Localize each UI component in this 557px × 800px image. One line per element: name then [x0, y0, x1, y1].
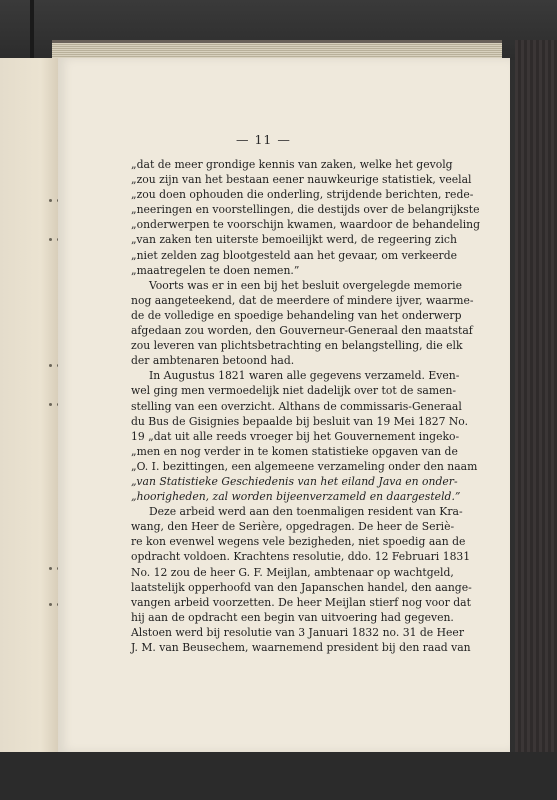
text-line: „zou doen ophouden die onderling, strijdende berichten, rede- — [131, 188, 474, 202]
text-line: wel ging men vermoedelijk niet dadelijk over tot de samen- — [131, 384, 457, 398]
text-line: „van zaken ten uiterste bemoeilijkt werd, de regeering zich — [131, 233, 457, 247]
page-number: — 11 — — [236, 132, 291, 147]
text-line: laatstelijk opperhoofd van den Japanschen handel, den aange- — [131, 580, 472, 594]
text-line: Alstoen werd bij resolutie van 3 Januari 1832 no. 31 de Heer — [131, 625, 464, 639]
text-line: nog aangeteekend, dat de meerdere of mindere ijver, waarme- — [131, 293, 474, 307]
text-line: „maatregelen te doen nemen.” — [131, 263, 300, 277]
text-line: „hoorigheden, zal worden bijeenverzameld en daargesteld.” — [131, 490, 461, 504]
text-line: „van Statistieke Geschiedenis van het eiland Java en onder- — [131, 474, 458, 488]
text-line: „niet zelden zag blootgesteld aan het gevaar, om verkeerde — [131, 248, 458, 262]
text-line: opdracht voldoen. Krachtens resolutie, ddo. 12 Februari 1831 — [131, 550, 471, 564]
text-line: vangen arbeid voorzetten. De heer Meijlan stierf nog voor dat — [131, 595, 471, 609]
text-line: „onderwerpen te voorschijn kwamen, waardoor de behandeling — [131, 218, 481, 232]
text-line: re kon evenwel wegens vele bezigheden, niet spoedig aan de — [131, 535, 466, 549]
text-line: J. M. van Beusechem, waarnemend president bij den raad van — [131, 641, 471, 654]
text-line: afgedaan zou worden, den Gouverneur-Generaal den maatstaf — [131, 324, 473, 338]
text-line: „men en nog verder in te komen statistieke opgaven van de — [131, 444, 458, 458]
text-line: zou leveren van plichtsbetrachting en belangstelling, die elk — [131, 339, 463, 353]
text-line: 19 „dat uit alle reeds vroeger bij het Gouvernement ingeko- — [131, 429, 460, 443]
text-line: No. 12 zou de heer G. F. Meijlan, ambtenaar op wachtgeld, — [131, 565, 454, 579]
text-line: hij aan de opdracht een begin van uitvoering had gegeven. — [131, 610, 454, 624]
text-line: du Bus de Gisignies bepaalde bij besluit van 19 Mei 1827 No. — [131, 414, 469, 428]
text-line: „dat de meer grondige kennis van zaken, welke het gevolg — [131, 158, 453, 171]
text-line: Voorts was er in een bij het besluit overgelegde memorie — [149, 278, 462, 292]
text-line: „zou zijn van het bestaan eener nauwkeurige statistiek, veelal — [131, 173, 472, 187]
text-line: Deze arbeid werd aan den toenmaligen resident van Kra- — [149, 505, 463, 519]
text-line: der ambtenaren betoond had. — [131, 354, 295, 368]
body-text — [131, 157, 481, 655]
background-bottom — [0, 752, 557, 800]
text-line: de de volledige en spoedige behandeling van het onderwerp — [131, 308, 462, 322]
text-line: In Augustus 1821 waren alle gegevens verzameld. Even- — [149, 369, 460, 383]
text-line: „O. I. bezittingen, een algemeene verzameling onder den naam — [131, 459, 478, 473]
text-line: stelling van een overzicht. Althans de commissaris-Generaal — [131, 399, 462, 413]
book-cover-edge — [515, 40, 557, 760]
text-line: „neeringen en voorstellingen, die destijds over de belangrijkste — [131, 203, 480, 217]
text-line: wang, den Heer de Serière, opgedragen. De heer de Seriè- — [131, 520, 455, 534]
